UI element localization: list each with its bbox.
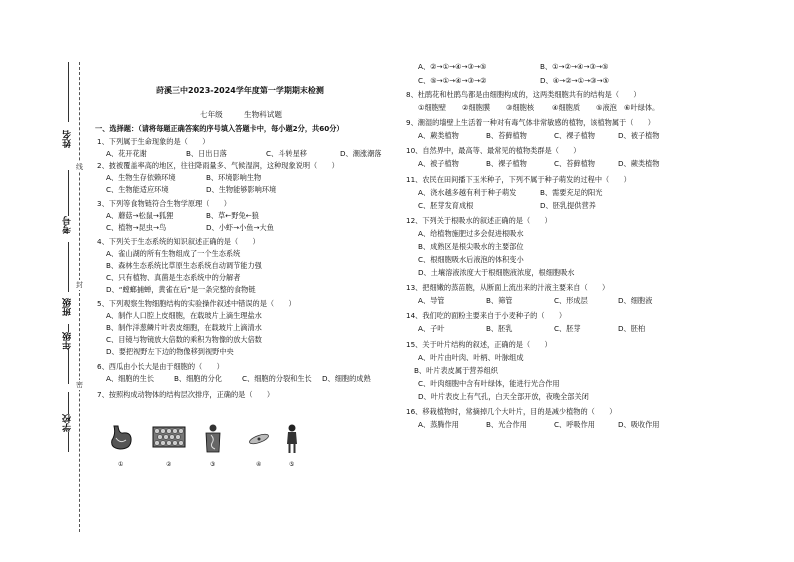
option: A、导管: [418, 296, 445, 305]
option: C、生物能适应环境: [106, 185, 169, 194]
option: D、被子植物: [618, 131, 660, 140]
figure-caption: ④: [256, 461, 262, 468]
label-name: 姓名: [63, 130, 73, 148]
seal-line: [79, 62, 80, 532]
option: C、植物→昆虫→鸟: [106, 223, 167, 232]
question-stem: 9、潮湿的墙壁上生活着一种对有毒气体非常敏感的植物，该植物属于（ ）: [406, 118, 655, 127]
option: A、蕨类植物: [418, 131, 459, 140]
option: B、草←野兔←狼: [206, 211, 259, 220]
label-class: 班级: [63, 298, 73, 316]
question-stem: 5、下列观察生物细胞结构的实验操作叙述中错误的是（ ）: [97, 299, 296, 308]
label-number: 考号: [63, 216, 73, 234]
option: D、叶片表皮上有气孔，白天全部开放，夜晚全部关闭: [418, 392, 589, 401]
mark-secret: 密: [76, 381, 83, 389]
exam-title: 莳溪三中2023-2024学年度第一学期期末检测: [156, 86, 324, 95]
option: B、日出日落: [186, 149, 227, 158]
option: C、叶肉细胞中含有叶绿体，能进行光合作用: [418, 379, 560, 388]
option: C、胚芽发育成根: [418, 201, 474, 210]
option: D、胚柏: [618, 324, 646, 333]
option: D、细胞液: [618, 296, 653, 305]
option: D、蕨类植物: [618, 159, 660, 168]
question-stem: 8、杜鹃花和杜鹃鸟都是由细胞构成的，这两类细胞共有的结构是（ ）: [406, 90, 641, 99]
option: B、苔藓植物: [486, 131, 527, 140]
option: ③细胞核: [506, 103, 535, 112]
question-stem: 13、把细嫩的蒸苗胞，从断面上流出来的汁液主要来自（ ）: [406, 283, 610, 292]
option: C、苔藓植物: [554, 159, 595, 168]
question-stem: 1、下列属于生命现象的是（ ）: [97, 137, 210, 146]
field-line-number: [68, 170, 69, 220]
option: A、蘑菇→松鼠→狐狸: [106, 211, 174, 220]
option: B、成熟区是根尖吸水的主要部位: [418, 242, 524, 251]
option: A、花开花谢: [106, 149, 147, 158]
figure-caption: ①: [118, 461, 124, 468]
option: ④细胞质: [552, 103, 581, 112]
field-line-name: [68, 62, 69, 122]
option: B、细胞的分化: [174, 374, 223, 383]
question-stem: 2、披被覆盖率高的地区，往往降雨量多、气候湿润，这种现象说明（ ）: [97, 161, 339, 170]
option: A、雀山湖的所有生物组成了一个生态系统: [106, 249, 241, 258]
option: C、形成层: [554, 296, 588, 305]
option: B、叶片表皮属于营养组织: [414, 366, 498, 375]
option: B、①→②→④→③→⑤: [540, 62, 609, 71]
label-grade: 年级: [63, 332, 73, 350]
option: A、细胞的生长: [106, 374, 155, 383]
label-school: 学校: [63, 414, 73, 432]
option: B、制作洋葱鳞片叶表皮细胞，在载玻片上滴清水: [106, 323, 262, 332]
option: D、土壤溶液浓度大于根细胞液浓度，根细胞吸水: [418, 268, 575, 277]
option: D、吸收作用: [618, 420, 660, 429]
question-stem: 12、下列关于根吸水的叙述正确的是（ ）: [406, 216, 552, 225]
subject-label: 生物科试题: [244, 110, 282, 119]
stomach-figure: [108, 424, 134, 452]
option: C、裸子植物: [554, 131, 595, 140]
figure-caption: ⑤: [289, 461, 295, 468]
option: A、蒸腾作用: [418, 420, 459, 429]
mark-seal: 封: [76, 281, 83, 289]
option: A、浇水越多越有利于种子萌发: [418, 188, 517, 197]
option: A、被子植物: [418, 159, 459, 168]
option: B、环境影响生物: [206, 173, 262, 182]
option: ①细胞壁: [418, 103, 447, 112]
option: C、胚芽: [554, 324, 581, 333]
question-stem: 10、自然界中，最高等、最常见的植物类群是（ ）: [406, 146, 581, 155]
question-stem: 14、我们吃的面粉主要来自于小麦种子的（ ）: [406, 311, 567, 320]
option: D、潮涨潮落: [340, 149, 382, 158]
human-figure: [284, 424, 300, 454]
option: C、斗转星移: [266, 149, 307, 158]
option: ⑤液泡: [596, 103, 617, 112]
figure-caption: ③: [210, 461, 216, 468]
question-stem: 4、下列关于生态系统的知识叙述正确的是（ ）: [97, 237, 260, 246]
section-heading: 一、选择题：（请将每题正确答案的序号填入答题卡中，每小题2分，共60分）: [95, 124, 344, 133]
grade-label: 七年级: [200, 110, 223, 119]
option: D、生物能够影响环境: [206, 185, 277, 194]
option: A、子叶: [418, 324, 445, 333]
field-line-class: [68, 242, 69, 292]
binding-strip: [58, 62, 98, 532]
option: C、只有植物、真菌是生态系统中的分解者: [106, 273, 241, 282]
option: A、叶片由叶肉、叶柄、叶脉组成: [418, 353, 524, 362]
option: A、给植物施肥过多会促进根吸水: [418, 229, 524, 238]
option: A、②→①→④→③→⑤: [418, 62, 487, 71]
question-stem: 16、移栽植物时，常摘掉几个大叶片，目的是减少植物的（ ）: [406, 407, 617, 416]
structure-figures: [108, 424, 308, 474]
option: C、目镜与物镜放大倍数的乘积为物像的放大倍数: [106, 335, 262, 344]
option: D、细胞的成熟: [322, 374, 371, 383]
question-stem: 15、关于叶片结构的叙述，正确的是（ ）: [406, 340, 552, 349]
option: ②细胞膜: [462, 103, 491, 112]
option: B、筛管: [486, 296, 513, 305]
option: D、胚乳提供营养: [540, 201, 596, 210]
cell-figure: [248, 432, 270, 446]
option: D、要把视野左下边的物像移到视野中央: [106, 347, 234, 356]
option: B、森林生态系统比草原生态系统自动调节能力强: [106, 261, 262, 270]
digestive-system-figure: [202, 424, 224, 454]
option: B、裸子植物: [486, 159, 527, 168]
option: B、光合作用: [486, 420, 527, 429]
question-stem: 11、农民在田间播下玉米种子，下列不属于种子萌发的过程中（ ）: [406, 175, 631, 184]
option: C、⑤→①→④→③→②: [418, 76, 487, 85]
option: B、需要充足的阳光: [540, 188, 603, 197]
figure-caption: ②: [166, 461, 172, 468]
option: C、根细胞吸水后液泡的体积变小: [418, 255, 524, 264]
tissue-figure: [152, 426, 186, 448]
option: C、细胞的分裂和生长: [242, 374, 312, 383]
question-stem: 7、按照构成动物体的结构层次排序，正确的是（ ）: [97, 390, 275, 399]
option: D、小虾→小鱼→大鱼: [206, 223, 274, 232]
option: B、胚乳: [486, 324, 513, 333]
option: A、生物生存依赖环境: [106, 173, 176, 182]
option: ⑥叶绿体。: [624, 103, 660, 112]
option: D、④→②→①→③→⑤: [540, 76, 610, 85]
question-stem: 3、下列等食物链符合生物学原理（ ）: [97, 199, 231, 208]
option: A、制作人口腔上皮细胞，在载玻片上滴生理盐水: [106, 311, 262, 320]
question-stem: 6、西瓜由小长大是由于细胞的（ ）: [97, 362, 224, 371]
option: D、“螳螂捕蝉，黄雀在后”是一条完整的食物链: [106, 285, 256, 294]
option: C、呼吸作用: [554, 420, 595, 429]
mark-line: 线: [76, 163, 83, 171]
